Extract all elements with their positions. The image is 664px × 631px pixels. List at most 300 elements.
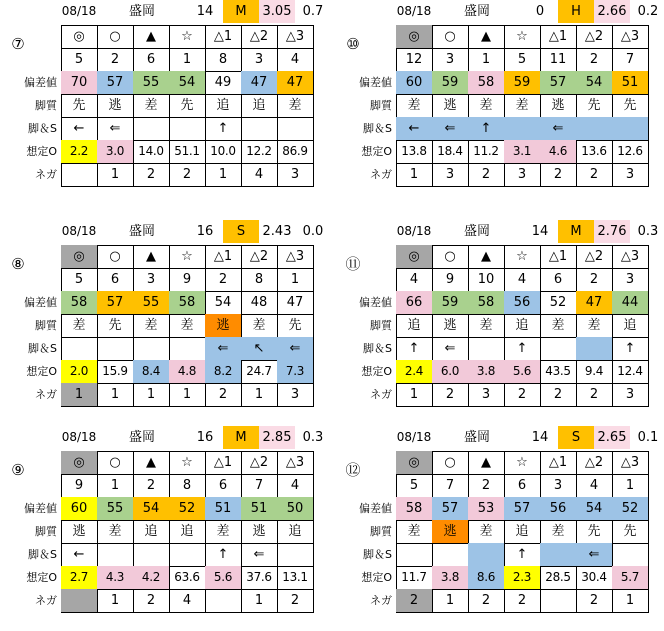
diff-value: 0.1 (637, 430, 659, 445)
mark-cell: △3 (612, 25, 649, 49)
leg-speed-cell (468, 543, 505, 567)
leg-speed-cell (576, 337, 613, 361)
running-style-cell: 差 (504, 94, 541, 118)
negative-cell: 3 (277, 163, 314, 187)
mark-cell: ▲ (468, 25, 505, 49)
horse-grid (396, 451, 649, 613)
horse-number-cell: 9 (432, 268, 469, 292)
negative-cell: 2 (468, 589, 505, 613)
negative-cell: 1 (169, 383, 206, 407)
negative-cell: 1 (396, 163, 433, 187)
race-grade-badge: M (558, 220, 594, 243)
leg-speed-cell (612, 117, 649, 141)
horse-number-cell: 9 (61, 474, 98, 498)
expected-odds-cell: 10.0 (205, 140, 242, 164)
negative-cell: 1 (432, 589, 469, 613)
negative-cell: 2 (133, 589, 170, 613)
expected-odds-cell: 24.7 (241, 360, 278, 384)
expected-odds-cell: 12.2 (241, 140, 278, 164)
mark-cell: ◎ (396, 245, 433, 269)
mark-cell: △1 (205, 25, 242, 49)
expected-odds-cell: 3.1 (504, 140, 541, 164)
leg-speed-cell: ↑ (612, 337, 649, 361)
row-label-nega: ネガ (35, 168, 57, 181)
horse-number-cell: 12 (396, 48, 433, 72)
deviation-cell: 55 (133, 291, 170, 315)
leg-speed-cell (133, 337, 170, 361)
running-style-cell: 先 (61, 94, 98, 118)
leg-speed-cell: ↑ (504, 543, 541, 567)
running-style-cell: 逃 (241, 520, 278, 544)
horse-grid (61, 25, 314, 187)
row-label-nega: ネガ (370, 594, 392, 607)
horse-number-cell: 2 (97, 48, 134, 72)
horse-number-cell: 4 (277, 474, 314, 498)
expected-odds-cell: 2.4 (396, 360, 433, 384)
mark-cell: ○ (97, 245, 134, 269)
horse-number-cell: 5 (504, 48, 541, 72)
race-grade-badge: H (558, 0, 594, 23)
header-row (340, 426, 659, 449)
diff-value: 0.3 (637, 224, 659, 239)
mark-cell: △3 (277, 25, 314, 49)
expected-odds-cell: 4.6 (540, 140, 577, 164)
horse-number-cell: 6 (504, 474, 541, 498)
running-style-cell: 先 (576, 94, 613, 118)
deviation-cell: 52 (169, 497, 206, 521)
running-style-cell: 差 (241, 314, 278, 338)
deviation-cell: 55 (97, 497, 134, 521)
expected-odds-cell: 7.3 (277, 360, 314, 384)
venue-name: 盛岡 (463, 224, 490, 239)
mark-cell: △3 (612, 245, 649, 269)
running-style-cell: 先 (277, 314, 314, 338)
leg-speed-cell: ← (61, 543, 98, 567)
running-style-cell: 差 (468, 94, 505, 118)
runner-count: 14 (196, 4, 214, 19)
row-label-kyakushitsu: 脚質 (35, 99, 57, 112)
diff-value: 0.0 (302, 224, 324, 239)
mark-cell: ○ (97, 25, 134, 49)
deviation-cell: 57 (540, 71, 577, 95)
running-style-cell: 差 (468, 520, 505, 544)
running-style-cell: 先 (612, 520, 649, 544)
expected-odds-cell: 11.2 (468, 140, 505, 164)
diff-value: 0.3 (302, 430, 324, 445)
deviation-cell: 51 (241, 497, 278, 521)
row-label-hensachi: 偏差値 (24, 76, 57, 89)
running-style-cell: 追 (133, 520, 170, 544)
mark-cell: △1 (540, 451, 577, 475)
mark-cell: △1 (540, 25, 577, 49)
row-label-soutei: 想定O (361, 145, 392, 158)
header-row (340, 220, 659, 243)
leg-speed-cell (612, 543, 649, 567)
horse-number-cell: 8 (169, 474, 206, 498)
running-style-cell: 追 (277, 520, 314, 544)
race-date: 08/18 (396, 4, 432, 18)
expected-odds-cell: 8.6 (468, 566, 505, 590)
deviation-cell: 58 (468, 71, 505, 95)
negative-cell: 3 (468, 383, 505, 407)
horse-number-cell: 2 (133, 474, 170, 498)
deviation-cell: 58 (468, 291, 505, 315)
negative-cell: 1 (61, 383, 98, 407)
header-row (340, 0, 659, 23)
header-row (5, 426, 324, 449)
deviation-cell: 57 (97, 291, 134, 315)
row-label-hensachi: 偏差値 (359, 76, 392, 89)
negative-cell: 1 (97, 589, 134, 613)
expected-odds-cell: 30.4 (576, 566, 613, 590)
negative-cell: 3 (504, 163, 541, 187)
mark-cell: ▲ (133, 25, 170, 49)
mark-cell: ☆ (169, 451, 206, 475)
horse-number-cell: 2 (468, 474, 505, 498)
expected-odds-cell: 4.3 (97, 566, 134, 590)
row-label-soutei: 想定O (26, 365, 57, 378)
deviation-cell: 51 (205, 497, 242, 521)
expected-odds-cell: 9.4 (576, 360, 613, 384)
row-label-nega: ネガ (35, 388, 57, 401)
negative-cell: 2 (277, 589, 314, 613)
mark-cell: △2 (241, 25, 278, 49)
running-style-cell: 逃 (432, 520, 469, 544)
leg-speed-cell (396, 543, 433, 567)
horse-grid (61, 245, 314, 407)
horse-number-cell: 6 (133, 48, 170, 72)
row-label-kyakushitsu: 脚質 (35, 525, 57, 538)
horse-number-cell: 2 (576, 268, 613, 292)
leg-speed-cell (133, 543, 170, 567)
horse-number-cell: 3 (540, 474, 577, 498)
deviation-cell: 51 (612, 71, 649, 95)
negative-cell: 2 (133, 163, 170, 187)
race-date: 08/18 (61, 430, 97, 444)
horse-number-cell: 1 (97, 474, 134, 498)
mark-cell: △2 (241, 451, 278, 475)
header-row (5, 220, 324, 243)
expected-odds-cell: 51.1 (169, 140, 206, 164)
running-style-cell: 差 (133, 314, 170, 338)
mark-cell: ☆ (504, 25, 541, 49)
horse-number-cell: 6 (205, 474, 242, 498)
row-label-kyakushitsu: 脚質 (370, 319, 392, 332)
mark-cell: ◎ (61, 245, 98, 269)
negative-cell: 3 (432, 163, 469, 187)
expected-odds-cell: 5.6 (504, 360, 541, 384)
horse-number-cell: 7 (432, 474, 469, 498)
mark-cell: ☆ (169, 25, 206, 49)
row-label-soutei: 想定O (26, 571, 57, 584)
mark-cell: △2 (576, 245, 613, 269)
row-label-ashi_s: 脚＆S (363, 122, 392, 135)
horse-number-cell: 1 (468, 48, 505, 72)
horse-number-cell: 10 (468, 268, 505, 292)
deviation-cell: 47 (241, 71, 278, 95)
expected-odds-cell: 8.4 (133, 360, 170, 384)
leg-speed-cell (277, 543, 314, 567)
expected-odds-cell: 5.6 (205, 566, 242, 590)
horse-number-cell: 6 (97, 268, 134, 292)
mark-cell: △2 (576, 25, 613, 49)
deviation-cell: 47 (576, 291, 613, 315)
negative-cell: 1 (205, 163, 242, 187)
row-label-ashi_s: 脚＆S (363, 548, 392, 561)
expected-odds-cell: 13.1 (277, 566, 314, 590)
horse-number-cell: 11 (540, 48, 577, 72)
expected-odds-cell: 3.0 (97, 140, 134, 164)
runner-count: 16 (196, 430, 214, 445)
deviation-cell: 44 (612, 291, 649, 315)
running-style-cell: 差 (396, 520, 433, 544)
mark-cell: ◎ (396, 25, 433, 49)
horse-number-cell: 4 (576, 474, 613, 498)
expected-odds-cell: 2.2 (61, 140, 98, 164)
negative-cell: 1 (241, 589, 278, 613)
deviation-cell: 52 (612, 497, 649, 521)
expected-odds-cell: 86.9 (277, 140, 314, 164)
negative-cell: 1 (396, 383, 433, 407)
running-style-cell: 先 (97, 314, 134, 338)
deviation-cell: 57 (97, 71, 134, 95)
race-grade-badge: M (223, 0, 259, 23)
diff-value: 0.7 (302, 4, 324, 19)
deviation-cell: 56 (540, 497, 577, 521)
horse-number-cell: 3 (432, 48, 469, 72)
deviation-cell: 54 (169, 71, 206, 95)
leg-speed-cell: ↑ (205, 543, 242, 567)
race-grade-badge: S (558, 426, 594, 449)
deviation-cell: 58 (61, 291, 98, 315)
leg-speed-cell: ↖ (241, 337, 278, 361)
horse-grid (61, 451, 314, 613)
mark-cell: △2 (576, 451, 613, 475)
negative-cell (61, 163, 98, 187)
row-label-soutei: 想定O (361, 571, 392, 584)
mark-cell: △1 (540, 245, 577, 269)
venue-name: 盛岡 (128, 4, 155, 19)
row-label-nega: ネガ (370, 168, 392, 181)
mark-cell: ◎ (61, 25, 98, 49)
deviation-cell: 52 (540, 291, 577, 315)
race-date: 08/18 (61, 4, 97, 18)
leg-speed-cell (169, 337, 206, 361)
leg-speed-cell: ← (396, 117, 433, 141)
row-label-ashi_s: 脚＆S (28, 548, 57, 561)
expected-odds-cell: 4.8 (169, 360, 206, 384)
expected-odds-cell: 37.6 (241, 566, 278, 590)
negative-cell: 2 (576, 589, 613, 613)
leg-speed-cell: ↑ (396, 337, 433, 361)
row-label-hensachi: 偏差値 (24, 502, 57, 515)
negative-cell: 3 (612, 383, 649, 407)
expected-odds-cell: 18.4 (432, 140, 469, 164)
mark-cell: ☆ (504, 451, 541, 475)
negative-cell (61, 589, 98, 613)
leg-speed-cell: ↑ (468, 117, 505, 141)
mark-cell: ☆ (504, 245, 541, 269)
horse-number-cell: 1 (169, 48, 206, 72)
running-style-cell: 差 (468, 314, 505, 338)
horse-number-cell: 5 (396, 474, 433, 498)
deviation-cell: 54 (576, 497, 613, 521)
leg-speed-cell: ⇐ (277, 337, 314, 361)
race-number: ⑩ (346, 35, 360, 53)
expected-odds-cell: 8.2 (205, 360, 242, 384)
expected-odds-cell: 13.8 (396, 140, 433, 164)
negative-cell (540, 589, 577, 613)
expected-odds-cell: 3.8 (432, 566, 469, 590)
mark-cell: △1 (205, 245, 242, 269)
mark-cell: ▲ (468, 245, 505, 269)
score-value: 2.76 (594, 220, 630, 243)
deviation-cell: 58 (396, 497, 433, 521)
deviation-cell: 57 (432, 497, 469, 521)
race-grade-badge: M (223, 426, 259, 449)
deviation-cell: 49 (205, 71, 242, 95)
deviation-cell: 58 (169, 291, 206, 315)
running-style-cell: 差 (97, 520, 134, 544)
negative-cell: 2 (205, 383, 242, 407)
negative-cell: 4 (241, 163, 278, 187)
venue-name: 盛岡 (128, 224, 155, 239)
running-style-cell: 差 (133, 94, 170, 118)
negative-cell: 2 (540, 383, 577, 407)
row-label-ashi_s: 脚＆S (363, 342, 392, 355)
expected-odds-cell: 2.0 (61, 360, 98, 384)
horse-number-cell: 3 (133, 268, 170, 292)
negative-cell: 4 (169, 589, 206, 613)
row-label-hensachi: 偏差値 (359, 296, 392, 309)
negative-cell: 2 (504, 383, 541, 407)
venue-name: 盛岡 (128, 430, 155, 445)
horse-number-cell: 3 (612, 268, 649, 292)
negative-cell: 2 (576, 163, 613, 187)
deviation-cell: 57 (504, 497, 541, 521)
deviation-cell: 60 (396, 71, 433, 95)
deviation-cell: 48 (241, 291, 278, 315)
expected-odds-cell: 5.7 (612, 566, 649, 590)
horse-number-cell: 8 (241, 268, 278, 292)
row-label-ashi_s: 脚＆S (28, 342, 57, 355)
mark-cell: ☆ (169, 245, 206, 269)
row-label-soutei: 想定O (26, 145, 57, 158)
negative-cell: 2 (169, 163, 206, 187)
running-style-cell: 追 (241, 94, 278, 118)
deviation-cell: 55 (133, 71, 170, 95)
leg-speed-cell (169, 543, 206, 567)
negative-cell: 3 (277, 383, 314, 407)
negative-cell: 3 (612, 163, 649, 187)
horse-number-cell: 2 (205, 268, 242, 292)
leg-speed-cell: ⇐ (576, 543, 613, 567)
horse-grid (396, 245, 649, 407)
horse-number-cell: 4 (277, 48, 314, 72)
leg-speed-cell (277, 117, 314, 141)
mark-cell: ○ (432, 245, 469, 269)
venue-name: 盛岡 (463, 430, 490, 445)
row-label-hensachi: 偏差値 (359, 502, 392, 515)
runner-count: 14 (531, 430, 549, 445)
leg-speed-cell: ⇐ (432, 337, 469, 361)
horse-number-cell: 7 (612, 48, 649, 72)
negative-cell: 2 (540, 163, 577, 187)
race-number: ⑦ (11, 35, 25, 53)
race-number: ⑧ (11, 255, 25, 273)
mark-cell: ◎ (61, 451, 98, 475)
horse-number-cell: 1 (612, 474, 649, 498)
leg-speed-cell (504, 117, 541, 141)
leg-speed-cell (576, 117, 613, 141)
horse-number-cell: 4 (396, 268, 433, 292)
negative-cell: 2 (468, 163, 505, 187)
negative-cell: 2 (432, 383, 469, 407)
mark-cell: ▲ (133, 451, 170, 475)
deviation-cell: 66 (396, 291, 433, 315)
mark-cell: △3 (277, 245, 314, 269)
leg-speed-cell (61, 337, 98, 361)
race-grade-badge: S (223, 220, 259, 243)
diff-value: 0.2 (637, 4, 659, 19)
race-date: 08/18 (396, 430, 432, 444)
expected-odds-cell: 15.9 (97, 360, 134, 384)
deviation-cell: 53 (468, 497, 505, 521)
score-value: 2.43 (262, 224, 292, 239)
expected-odds-cell: 12.6 (612, 140, 649, 164)
horse-number-cell: 7 (241, 474, 278, 498)
horse-number-cell: 3 (241, 48, 278, 72)
leg-speed-cell (169, 117, 206, 141)
expected-odds-cell: 63.6 (169, 566, 206, 590)
mark-cell: △2 (241, 245, 278, 269)
row-label-soutei: 想定O (361, 365, 392, 378)
deviation-cell: 59 (504, 71, 541, 95)
expected-odds-cell: 4.2 (133, 566, 170, 590)
mark-cell: ○ (432, 25, 469, 49)
row-label-nega: ネガ (35, 594, 57, 607)
horse-grid (396, 25, 649, 187)
negative-cell: 2 (504, 589, 541, 613)
expected-odds-cell: 13.6 (576, 140, 613, 164)
leg-speed-cell (97, 337, 134, 361)
running-style-cell: 差 (540, 520, 577, 544)
score-value: 2.85 (259, 426, 295, 449)
deviation-cell: 54 (133, 497, 170, 521)
running-style-cell: 差 (61, 314, 98, 338)
negative-cell (205, 589, 242, 613)
running-style-cell: 差 (169, 314, 206, 338)
leg-speed-cell (540, 543, 577, 567)
horse-number-cell: 5 (61, 48, 98, 72)
score-value: 2.66 (594, 0, 630, 23)
leg-speed-cell: ↑ (504, 337, 541, 361)
running-style-cell: 追 (396, 314, 433, 338)
leg-speed-cell (241, 117, 278, 141)
mark-cell: △3 (277, 451, 314, 475)
score-value: 3.05 (259, 0, 295, 23)
leg-speed-cell: ⇐ (241, 543, 278, 567)
running-style-cell: 追 (504, 314, 541, 338)
score-value: 2.65 (594, 426, 630, 449)
horse-number-cell: 8 (205, 48, 242, 72)
leg-speed-cell: ⇐ (540, 117, 577, 141)
race-date: 08/18 (396, 224, 432, 238)
running-style-cell: 逃 (432, 94, 469, 118)
running-style-cell: 差 (576, 314, 613, 338)
negative-cell: 2 (396, 589, 433, 613)
running-style-cell: 逃 (540, 94, 577, 118)
